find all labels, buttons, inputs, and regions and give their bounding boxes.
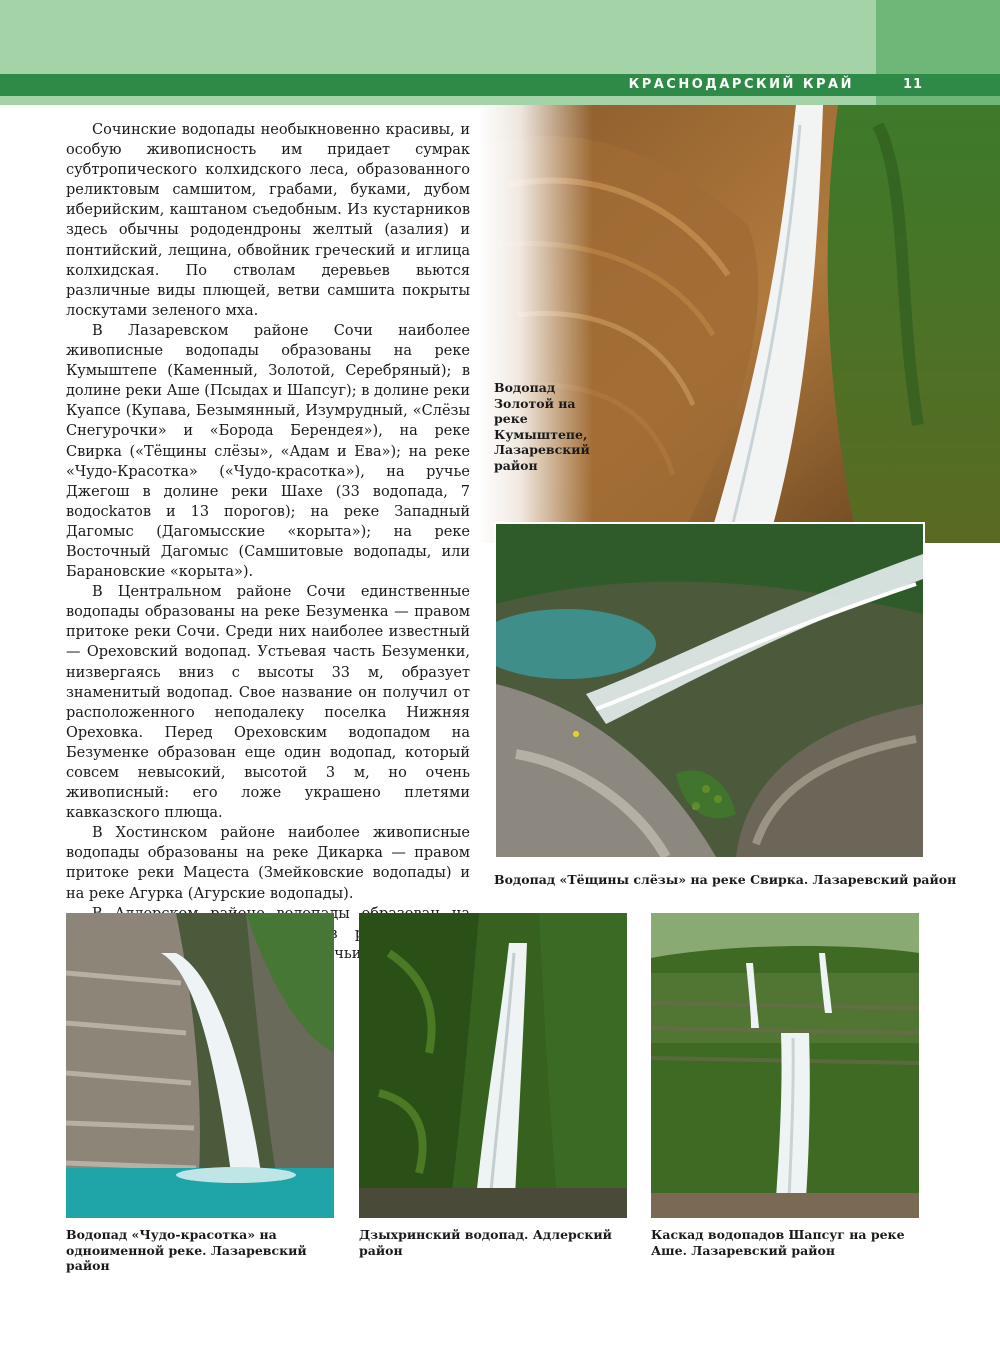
caption-chudo-krasotka: Водопад «Чудо-красотка» на одноименной реке. Лазаревский район — [66, 1227, 307, 1273]
paragraph: В Лазаревском районе Сочи наиболее живописные водопады образованы на реке Кумыштепе (Каменный, Золотой, Серебряный); в долине реки Аше (Псыдах и Шапсуг); в долине реки Куапсе (Купава, Безымянный, Изумрудный, «Слёзы Снегурочки» и «Борода Берендея»), на реке Свирка («Тёщины слёзы», «Адам и Ева»); на реке «Чудо-Красотка» («Чудо-красотка»), на ручье Джегош в долине реки Шахе (33 водопада, 7 водосkатов и 13 порогов); на реке Западный Дагомыс (Дагомысские «корыта»); на реке Восточный Дагомыс (Самшитовые водопады, или Барановские «корыта»). — [66, 322, 470, 581]
paragraph: В Хостинском районе наиболее живописные водопады образованы на реке Дикарка — правом притоке реки Мацеста (Змейковские водопады) и на реке Агурка (Агурские водопады). — [66, 825, 470, 902]
photo-chudo-krasotka — [66, 913, 334, 1218]
page-number: 11 — [902, 77, 924, 92]
caption-teshchiny-slezy: Водопад «Тёщины слёзы» на реке Свирка. Лазаревский район — [494, 872, 957, 887]
paragraph: В Центральном районе Сочи единственные водопады образованы на реке Безуменка — правом притоке реки Сочи. Среди них наиболее известный — Ореховский водопад. Устьевая часть Безуменки, низвергаясь вниз с высоты 33 м, образует знаменитый водопад. Свое название он получил от расположенного неподалеку поселка Нижняя Ореховка. Перед Ореховским водопадом на Безуменке образован еще один водопад, который совсем невысокий, высотой 3 м, но очень живописный: его ложе украшено плетями кавказского плюща. — [66, 584, 470, 822]
photo-dzykhrinsky — [359, 913, 627, 1218]
photo-golden-waterfall — [478, 105, 1000, 543]
section-title: КРАСНОДАРСКИЙ КРАЙ — [628, 77, 854, 92]
caption-dzykhrinsky: Дзыхринский водопад. Адлерский район — [359, 1227, 612, 1258]
article-body — [66, 120, 470, 984]
photo-teshchiny-slezy — [494, 522, 925, 859]
paragraph: Сочинские водопады необыкновенно красивы, и особую живописность им придает сумрак субтропического колхидского леса, образованного реликтовым самшитом, грабами, буками, дубом иберийским, каштаном съедобным. Из кустарников здесь обычны рододендроны желтый (азалия) и понтийский, лещина, обвойник греческий и иглица колхидская. По стволам деревьев вьются различные виды плющей, ветви самшита покрыты лоскутами зеленого мха. — [66, 122, 470, 319]
caption-golden-waterfall: Водопад Золотой на реке Кумыштепе, Лазаревский район — [494, 380, 590, 473]
caption-shapsug-cascade: Каскад водопадов Шапсуг на реке Аше. Лазаревский район — [651, 1227, 905, 1258]
photo-shapsug-cascade — [651, 913, 919, 1218]
